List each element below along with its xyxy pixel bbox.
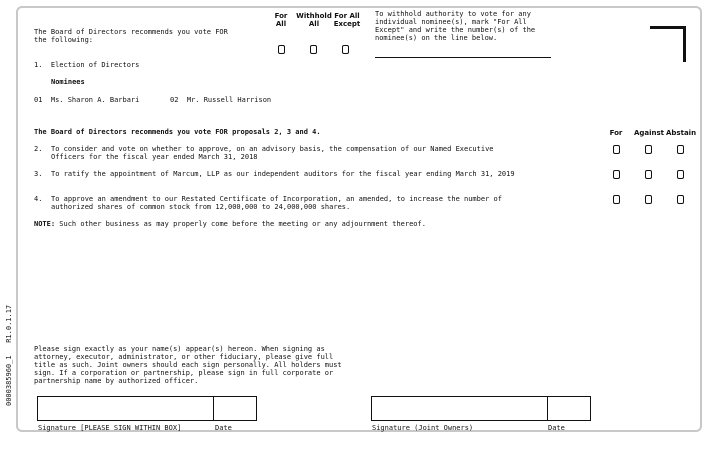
proposal-4-abstain-checkbox[interactable] (677, 195, 684, 204)
withhold-instructions-text: To withhold authority to vote for any individual nominee(s), mark "For All Except" and write the number(s) of the nominee(s) on the line below. (375, 10, 536, 42)
proposal-3-text: To ratify the appointment of Marcum, LLP as our independent auditors for the fiscal year ending March 31, 2019 (51, 170, 515, 178)
joint-owner-signature-box[interactable] (371, 396, 548, 421)
proposals-recommendation-text: The Board of Directors recommends you vote FOR proposals 2, 3 and 4. (34, 128, 321, 136)
proposal-3-for-checkbox[interactable] (613, 170, 620, 179)
election-item-label: 1. Election of Directors (34, 61, 140, 69)
signature-date-label: Date (215, 424, 232, 432)
for-all-column-header: For All (274, 12, 288, 28)
withhold-all-column-header: Withhold All (296, 12, 332, 28)
proposal-2-number: 2. (34, 145, 43, 153)
note-text: Such other business as may properly come before the meeting or any adjournment thereof. (55, 220, 426, 228)
proposal-2-text: To consider and vote on whether to approve, on an advisory basis, the compensation of our Named Executive Officers for the fiscal year ended March 31, 2018 (51, 145, 494, 161)
proposal-3-against-checkbox[interactable] (645, 170, 652, 179)
proposal-2-for-checkbox[interactable] (613, 145, 620, 154)
proposal-2-against-checkbox[interactable] (645, 145, 652, 154)
for-all-checkbox[interactable] (278, 45, 285, 54)
joint-owner-signature-label: Signature (Joint Owners) (372, 424, 474, 432)
note-line (34, 220, 426, 228)
proposal-4-number: 4. (34, 195, 43, 203)
nominee-exception-write-in-line[interactable] (375, 57, 551, 58)
against-column-header: Against (633, 129, 665, 137)
proposal-4-text: To approve an amendment to our Restated Certificate of Incorporation, an amended, to increase the number of authorized shares of common stock from 12,000,000 to 24,000,000 shares. (51, 195, 502, 211)
registration-corner-mark (650, 26, 686, 62)
withhold-all-checkbox[interactable] (310, 45, 317, 54)
for-column-header: For (609, 129, 623, 137)
joint-owner-date-box[interactable] (547, 396, 591, 421)
signature-box[interactable] (37, 396, 214, 421)
nominee-01: 01 Ms. Sharon A. Barbari (34, 96, 140, 104)
proposal-2-abstain-checkbox[interactable] (677, 145, 684, 154)
signature-date-box[interactable] (213, 396, 257, 421)
proposal-4-against-checkbox[interactable] (645, 195, 652, 204)
nominees-heading: Nominees (51, 78, 85, 86)
abstain-column-header: Abstain (666, 129, 697, 137)
nominee-02: 02 Mr. Russell Harrison (170, 96, 272, 104)
proposal-3-number: 3. (34, 170, 43, 178)
signing-instructions-text: Please sign exactly as your name(s) appear(s) hereon. When signing as attorney, executor, administrator, or other fiduciary, please give full title as such. Joint owners should each sign personally. All holders must sign. If a corporation or partnership, please sign in full corporate or partnership name by authorized officer. (34, 345, 342, 385)
for-all-except-checkbox[interactable] (342, 45, 349, 54)
document-control-code: 0000385960_1 R1.0.1.17 (5, 304, 13, 406)
proposal-3-abstain-checkbox[interactable] (677, 170, 684, 179)
election-recommendation-text: The Board of Directors recommends you vote FOR the following: (34, 28, 228, 44)
signature-label: Signature [PLEASE SIGN WITHIN BOX] (38, 424, 182, 432)
joint-owner-date-label: Date (548, 424, 565, 432)
for-all-except-column-header: For All Except (333, 12, 361, 28)
proposal-4-for-checkbox[interactable] (613, 195, 620, 204)
note-label: NOTE: (34, 220, 56, 228)
